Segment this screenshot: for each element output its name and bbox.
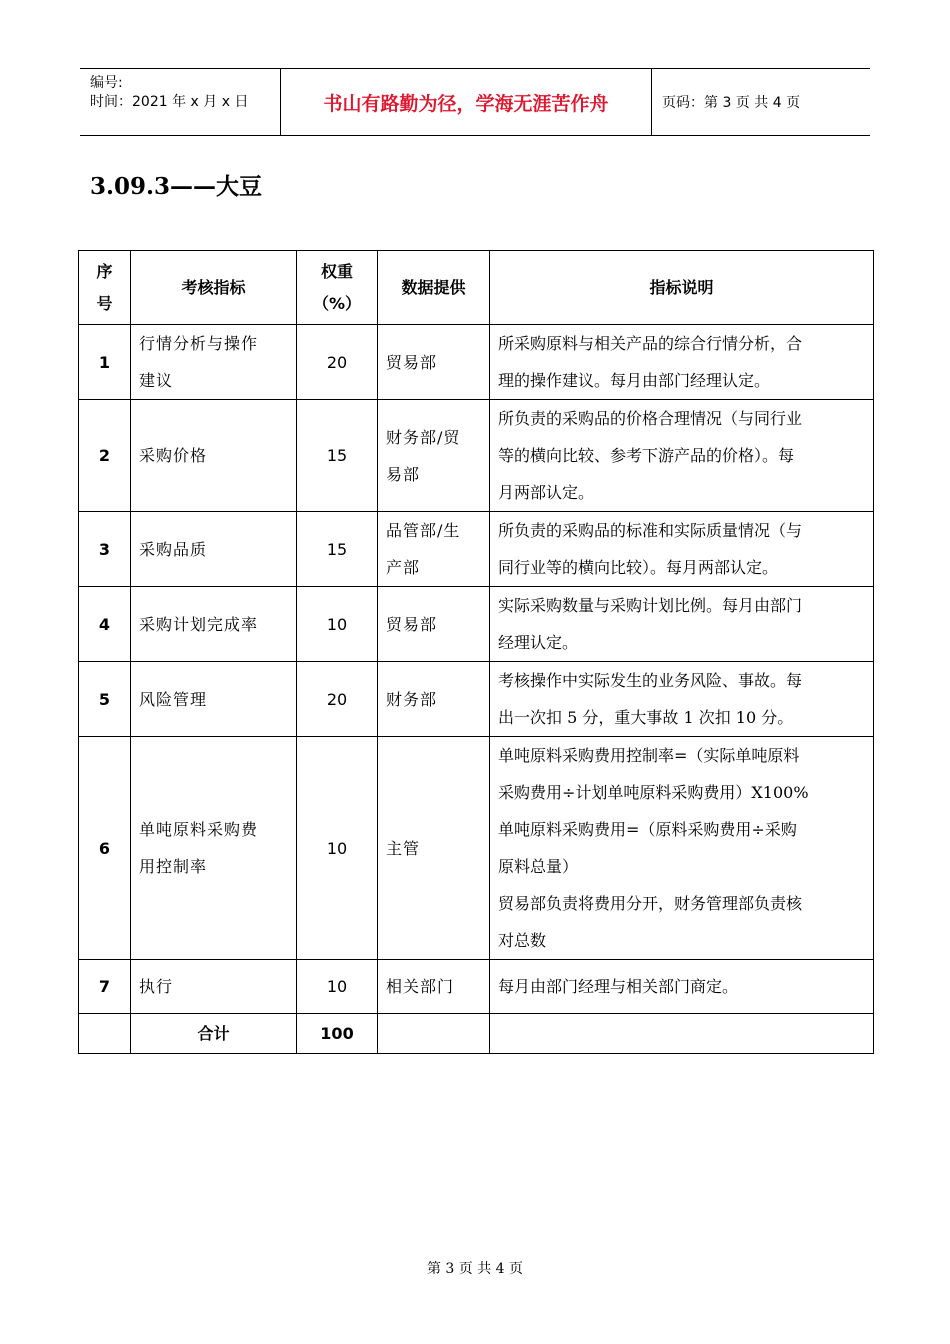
cell-line: 所负责的采购品的标准和实际质量情况（与 bbox=[498, 521, 803, 540]
table-header-row bbox=[79, 251, 874, 325]
header-meta bbox=[80, 69, 281, 135]
row-description bbox=[490, 737, 874, 960]
cell-line: 等的横向比较、参考下游产品的价格）。每 bbox=[498, 446, 795, 465]
row-number: 4 bbox=[79, 587, 131, 662]
total-label: 合计 bbox=[131, 1014, 297, 1054]
header-motto: 书山有路勤为径，学海无涯苦作舟 bbox=[281, 69, 652, 135]
row-source bbox=[378, 325, 490, 400]
cell-line: 执行 bbox=[139, 977, 174, 996]
cell-line: 考核操作中实际发生的业务风险、事故。每 bbox=[498, 671, 803, 690]
cell-line: 单吨原料采购费 bbox=[139, 820, 259, 839]
cell-line: 财务部 bbox=[386, 689, 438, 709]
row-number: 2 bbox=[79, 400, 131, 512]
header-weight: 权重 （%） bbox=[297, 251, 378, 325]
cell-line: 易部 bbox=[386, 464, 421, 484]
page-header bbox=[80, 68, 870, 136]
row-weight: 15 bbox=[297, 400, 378, 512]
cell-line: 所负责的采购品的价格合理情况（与同行业 bbox=[498, 409, 803, 428]
cell-line: 用控制率 bbox=[139, 857, 208, 876]
row-description bbox=[490, 512, 874, 587]
total-source-cell bbox=[378, 1014, 490, 1054]
section-title: 3.09.3——大豆 bbox=[90, 173, 263, 200]
row-source bbox=[378, 737, 490, 960]
row-description bbox=[490, 960, 874, 1014]
row-number: 1 bbox=[79, 325, 131, 400]
row-weight: 10 bbox=[297, 960, 378, 1014]
row-indicator bbox=[131, 512, 297, 587]
cell-line: 采购费用÷计划单吨原料采购费用）X100% bbox=[498, 783, 809, 802]
row-number: 6 bbox=[79, 737, 131, 960]
cell-line: 出一次扣 5 分，重大事故 1 次扣 10 分。 bbox=[498, 708, 794, 727]
kpi-table bbox=[78, 250, 874, 1054]
row-source bbox=[378, 587, 490, 662]
cell-line: 经理认定。 bbox=[498, 633, 579, 652]
row-weight: 15 bbox=[297, 512, 378, 587]
row-indicator bbox=[131, 737, 297, 960]
header-page-info: 页码：第 3 页 共 4 页 bbox=[662, 95, 801, 111]
table-row bbox=[79, 325, 874, 400]
total-value: 100 bbox=[297, 1014, 378, 1054]
cell-line: 同行业等的横向比较）。每月两部认定。 bbox=[498, 558, 779, 577]
table-total-row bbox=[79, 1014, 874, 1054]
cell-line: 单吨原料采购费用控制率=（实际单吨原料 bbox=[498, 746, 800, 765]
cell-line: 采购计划完成率 bbox=[139, 614, 259, 634]
cell-line: 采购品质 bbox=[139, 539, 208, 559]
cell-line: 采购价格 bbox=[139, 446, 208, 465]
row-source bbox=[378, 960, 490, 1014]
row-indicator bbox=[131, 587, 297, 662]
cell-line: 主管 bbox=[386, 838, 421, 858]
cell-line: 实际采购数量与采购计划比例。每月由部门 bbox=[498, 596, 803, 615]
document-date: 时间：2021 年 x 月 x 日 bbox=[90, 94, 249, 110]
cell-line: 月两部认定。 bbox=[498, 483, 595, 502]
document-number: 编号: bbox=[90, 75, 123, 91]
row-indicator bbox=[131, 325, 297, 400]
header-indicator: 考核指标 bbox=[131, 251, 297, 325]
row-source bbox=[378, 662, 490, 737]
cell-line: 原料总量） bbox=[498, 857, 579, 876]
table-row bbox=[79, 400, 874, 512]
table-row bbox=[79, 960, 874, 1014]
cell-line: 理的操作建议。每月由部门经理认定。 bbox=[498, 371, 771, 390]
row-indicator bbox=[131, 662, 297, 737]
page-footer: 第 3 页 共 4 页 bbox=[426, 1261, 524, 1277]
table-row bbox=[79, 662, 874, 737]
row-description bbox=[490, 587, 874, 662]
row-weight: 10 bbox=[297, 587, 378, 662]
row-description bbox=[490, 400, 874, 512]
table-row bbox=[79, 512, 874, 587]
cell-line: 所采购原料与相关产品的综合行情分析，合 bbox=[498, 334, 803, 353]
row-weight: 20 bbox=[297, 325, 378, 400]
row-number: 5 bbox=[79, 662, 131, 737]
table-row bbox=[79, 587, 874, 662]
header-no: 序 号 bbox=[79, 251, 131, 325]
table-body bbox=[79, 325, 874, 1014]
row-number: 3 bbox=[79, 512, 131, 587]
row-description bbox=[490, 325, 874, 400]
table-row bbox=[79, 737, 874, 960]
cell-line: 行情分析与操作 bbox=[139, 334, 259, 353]
cell-line: 相关部门 bbox=[386, 977, 455, 996]
row-source bbox=[378, 512, 490, 587]
header-source: 数据提供 bbox=[378, 251, 490, 325]
cell-line: 对总数 bbox=[498, 931, 547, 950]
row-source bbox=[378, 400, 490, 512]
row-number: 7 bbox=[79, 960, 131, 1014]
total-description-cell bbox=[490, 1014, 874, 1054]
cell-line: 产部 bbox=[386, 558, 421, 577]
cell-line: 品管部/生 bbox=[386, 521, 461, 540]
cell-line: 贸易部负责将费用分开，财务管理部负责核 bbox=[498, 894, 803, 913]
cell-line: 单吨原料采购费用=（原料采购费用÷采购 bbox=[498, 820, 797, 839]
row-description bbox=[490, 662, 874, 737]
cell-line: 每月由部门经理与相关部门商定。 bbox=[498, 977, 739, 996]
row-indicator bbox=[131, 400, 297, 512]
row-indicator bbox=[131, 960, 297, 1014]
row-weight: 20 bbox=[297, 662, 378, 737]
cell-line: 贸易部 bbox=[386, 352, 438, 372]
cell-line: 贸易部 bbox=[386, 614, 438, 634]
row-weight: 10 bbox=[297, 737, 378, 960]
cell-line: 风险管理 bbox=[139, 689, 208, 709]
total-no-cell bbox=[79, 1014, 131, 1054]
cell-line: 建议 bbox=[139, 371, 174, 390]
cell-line: 财务部/贸 bbox=[386, 427, 461, 447]
header-description: 指标说明 bbox=[490, 251, 874, 325]
